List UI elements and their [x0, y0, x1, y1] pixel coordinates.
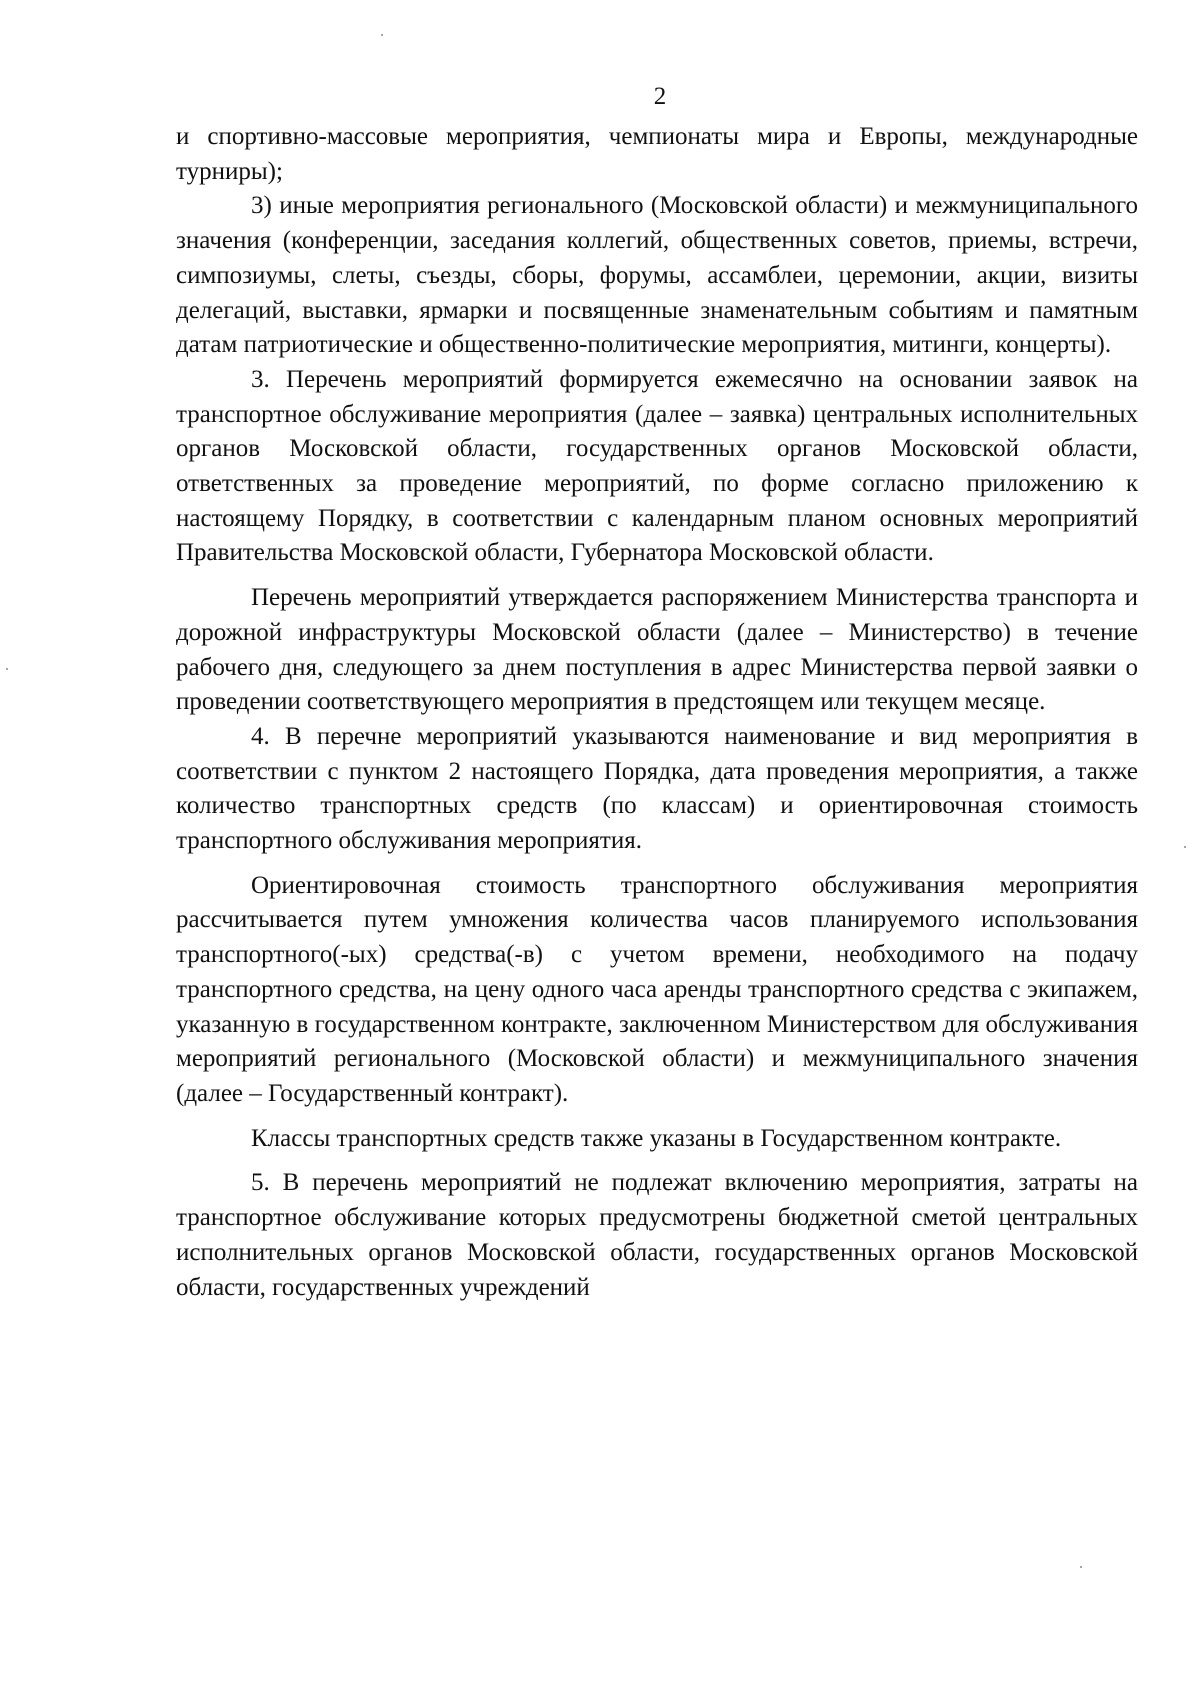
scan-speck: [1080, 1566, 1082, 1568]
paragraph-item-3-regional-events: 3) иные мероприятия регионального (Московской области) и межмуниципального значения (конференции, заседания коллегий, общественных советов, приемы, встречи, симпозиумы, слеты, съезды, сборы, форумы, ассамблеи, церемонии, акции, визиты делегаций, выставки, ярмарки и посвященные знаменательным событиям и памятным датам патриотические и общественно-политические мероприятия, митинги, концерты).: [176, 192, 1138, 359]
page-number: 2: [653, 83, 667, 110]
paragraph-list-approval: Перечень мероприятий утверждается распоряжением Министерства транспорта и дорожной инфраструктуры Московской области (далее – Министерство) в течение рабочего дня, следующего за днем поступления в адрес Министерства первой заявки о проведении соответствующего мероприятия в предстоящем или текущем месяце.: [176, 584, 1138, 716]
paragraph-section-4-list-contents: 4. В перечне мероприятий указываются наименование и вид мероприятия в соответствии с пунктом 2 настоящего Порядка, дата проведения мероприятия, а также количество транспортных средств (по классам) и ориентировочная стоимость транспортного обслуживания мероприятия.: [176, 722, 1138, 855]
document-body: [176, 120, 1138, 1305]
paragraph-section-5-exclusions: 5. В перечень мероприятий не подлежат включению мероприятия, затраты на транспортное обслуживание которых предусмотрены бюджетной сметой центральных исполнительных органов Московской области, государственных органов Московской области, государственных учреждений: [176, 1169, 1138, 1301]
paragraph-section-3-list-formation: 3. Перечень мероприятий формируется ежемесячно на основании заявок на транспортное обслуживание мероприятия (далее – заявка) центральных исполнительных органов Московской области, государственных органов Московской области, ответственных за проведение мероприятий, по форме согласно приложению к настоящему Порядку, в соответствии с календарным планом основных мероприятий Правительства Московской области, Губернатора Московской области.: [176, 365, 1138, 567]
scan-speck: [381, 34, 383, 36]
scan-speck: [1184, 846, 1186, 848]
scan-speck: [6, 668, 8, 670]
paragraph-cost-calculation: Ориентировочная стоимость транспортного обслуживания мероприятия рассчитывается путем умножения количества часов планируемого использования транспортного(-ых) средства(-в) с учетом времени, необходимого на подачу транспортного средства, на цену одного часа аренды транспортного средства с экипажем, указанную в государственном контракте, заключенном Министерством для обслуживания мероприятий регионального (Московской области) и межмуниципального значения (далее – Государственный контракт).: [176, 871, 1138, 1107]
paragraph-vehicle-classes: Классы транспортных средств также указаны в Государственном контракте.: [251, 1124, 1062, 1152]
paragraph-sports-events-continuation: и спортивно-массовые мероприятия, чемпионаты мира и Европы, международные турниры);: [176, 123, 1138, 185]
